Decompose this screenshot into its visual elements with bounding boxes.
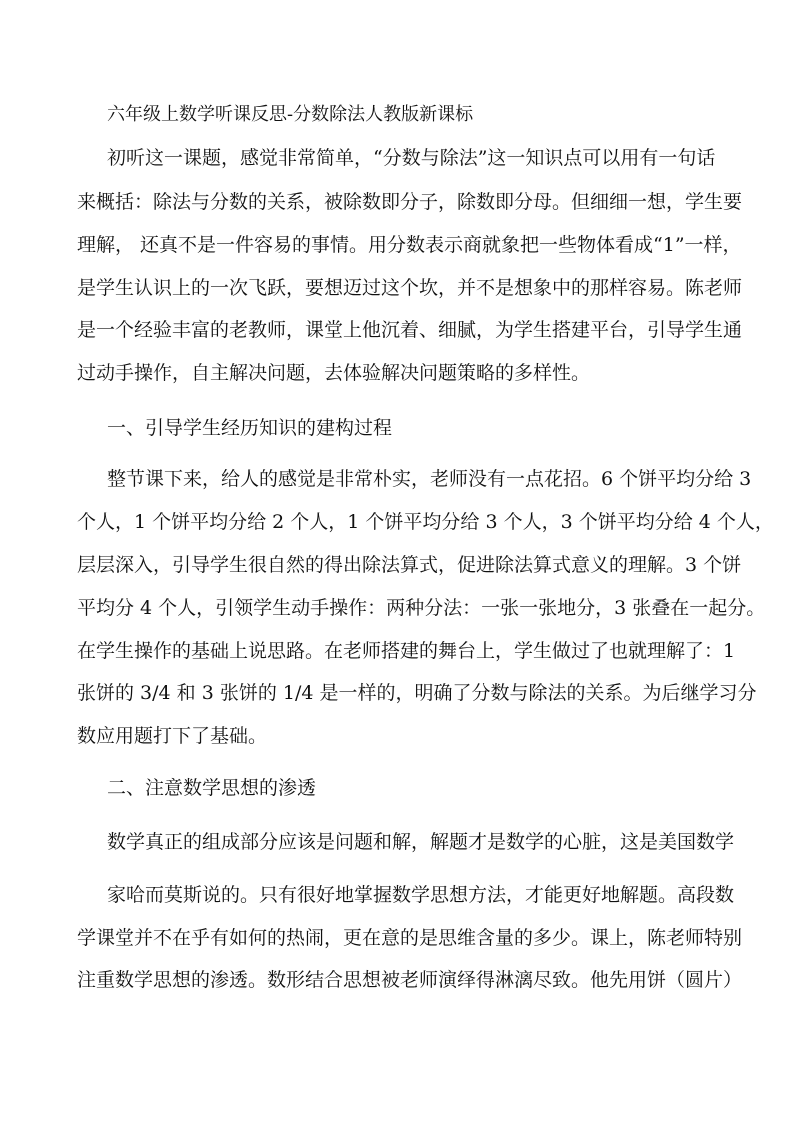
intro-line-6: 过动手操作，自主解决问题，去体验解决问题策略的多样性。 (77, 362, 591, 384)
section-1-line-7: 数应用题打下了基础。 (77, 725, 268, 747)
section-1-line-1: 整节课下来，给人的感觉是非常朴实，老师没有一点花招。6 个饼平均分给 3 (107, 468, 752, 490)
section-1-line-4: 平均分 4 个人，引领学生动手操作：两种分法：一张一张地分，3 张叠在一起分。 (77, 597, 766, 619)
intro-line-2: 来概括：除法与分数的关系，被除数即分子，除数即分母。但细细一想，学生要 (77, 191, 743, 213)
intro-line-4: 是学生认识上的一次飞跃，要想迈过这个坎，并不是想象中的那样容易。陈老师 (77, 277, 743, 299)
section-1-line-3: 层层深入，引导学生很自然的得出除法算式，促进除法算式意义的理解。3 个饼 (77, 554, 742, 576)
section-2-line-4: 注重数学思想的渗透。数形结合思想被老师演绎得淋漓尽致。他先用饼（圆片） (77, 969, 743, 991)
section-2-line-2: 家哈而莫斯说的。只有很好地掌握数学思想方法，才能更好地解题。高段数 (107, 884, 735, 906)
section-1-line-2: 个人，1 个饼平均分给 2 个人，1 个饼平均分给 3 个人，3 个饼平均分给 4 个人， (77, 511, 774, 533)
document-title: 六年级上数学听课反思-分数除法人教版新课标 (107, 104, 474, 125)
section-1-line-5: 在学生操作的基础上说思路。在老师搭建的舞台上，学生做过了也就理解了：1 (77, 640, 736, 662)
section-1-line-6: 张饼的 3/4 和 3 张饼的 1/4 是一样的，明确了分数与除法的关系。为后继学习分 (77, 682, 757, 704)
section-1-heading: 一、引导学生经历知识的建构过程 (107, 417, 393, 439)
section-2-heading: 二、注意数学思想的渗透 (107, 777, 317, 799)
section-2-line-1: 数学真正的组成部分应该是问题和解，解题才是数学的心脏，这是美国数学 (107, 831, 735, 853)
intro-line-5: 是一个经验丰富的老教师，课堂上他沉着、细腻，为学生搭建平台，引导学生通 (77, 319, 743, 341)
intro-line-1: 初听这一课题，感觉非常简单，“分数与除法”这一知识点可以用有一句话 (107, 147, 716, 169)
section-2-line-3: 学课堂并不在乎有如何的热闹，更在意的是思维含量的多少。课上，陈老师特别 (77, 927, 743, 949)
intro-line-3: 理解， 还真不是一件容易的事情。用分数表示商就象把一些物体看成“1”一样， (77, 234, 742, 256)
